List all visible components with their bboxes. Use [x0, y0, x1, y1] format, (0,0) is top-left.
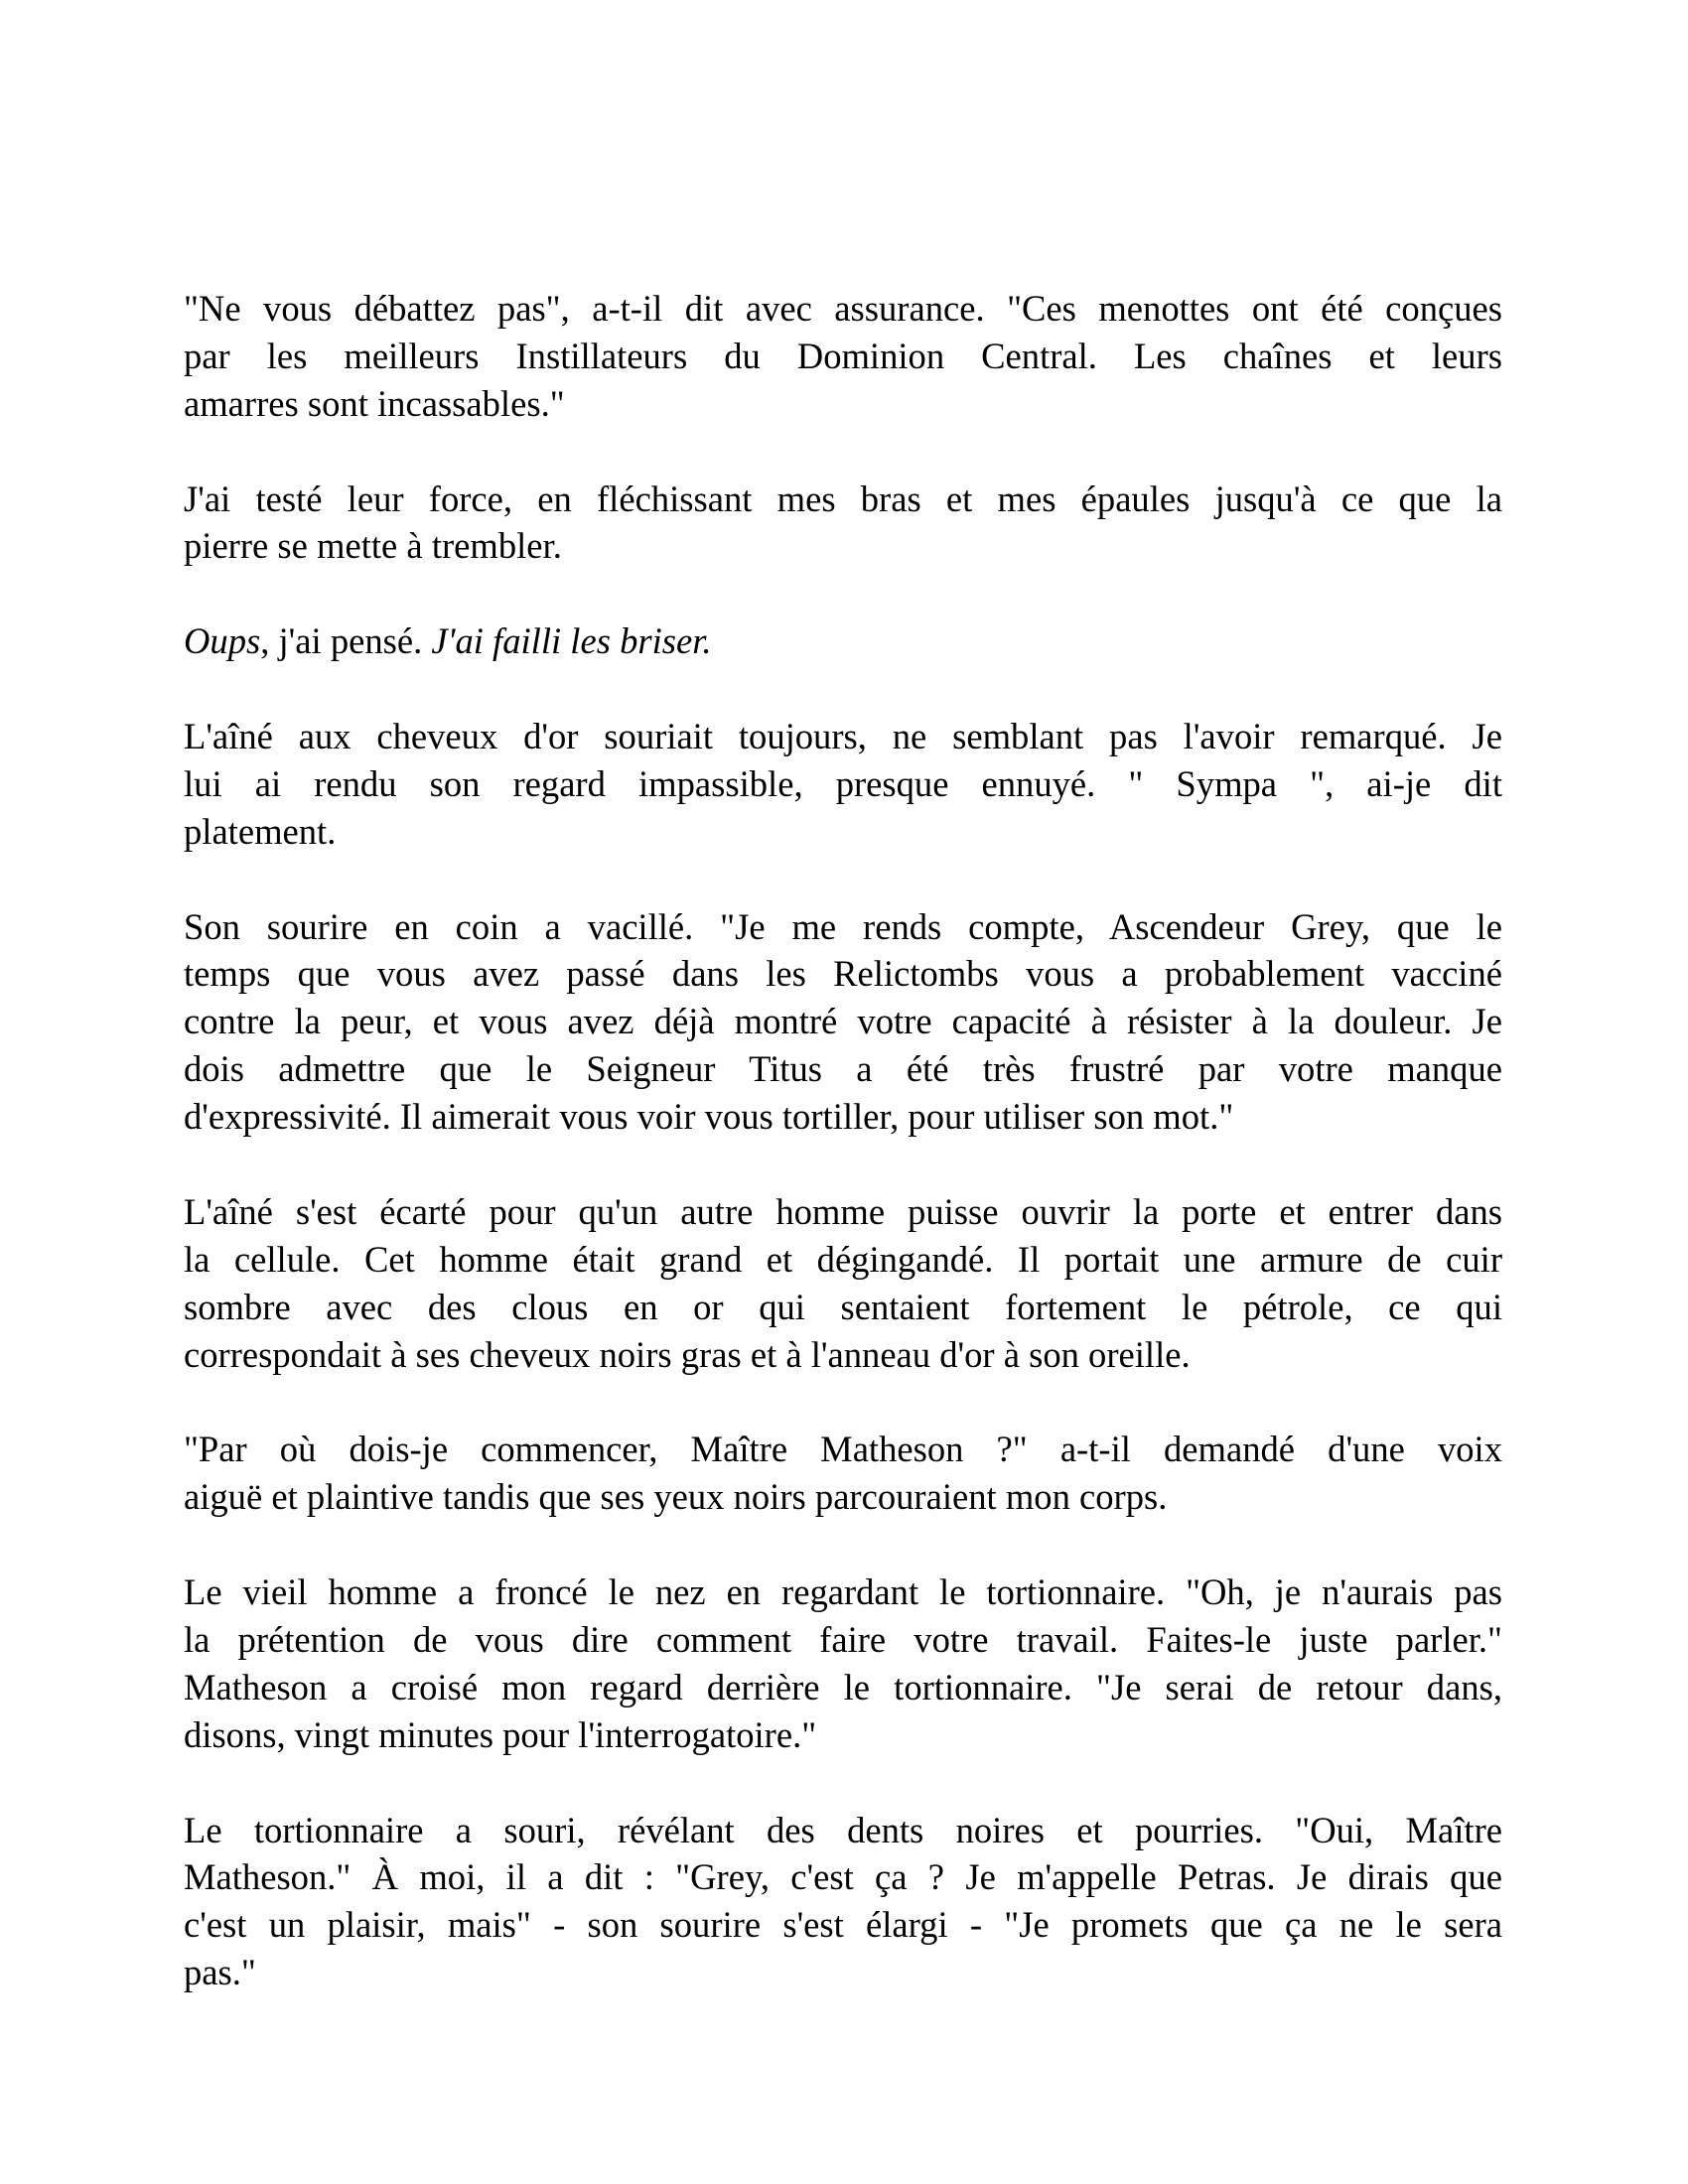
- paragraph-1: [184, 285, 1502, 428]
- text-line: lui ai rendu son regard impassible, presque ennuyé. " Sympa ", ai-je dit: [184, 762, 1502, 804]
- text-line: la cellule. Cet homme était grand et dégingandé. Il portait une armure de cuir: [184, 1238, 1502, 1280]
- text-line: Matheson." À moi, il a dit : "Grey, c'est ça ? Je m'appelle Petras. Je dirais que: [184, 1856, 1502, 1898]
- text-line: correspondait à ses cheveux noirs gras et à l'anneau d'or à son oreille.: [184, 1333, 1191, 1375]
- regular-text: , j'ai pensé.: [260, 620, 432, 662]
- text-line: pas.": [184, 1952, 256, 1993]
- text-line: platement.: [184, 810, 337, 852]
- text-line: amarres sont incassables.": [184, 382, 565, 424]
- text-line: J'ai testé leur force, en fléchissant mes bras et mes épaules jusqu'à ce que la: [184, 478, 1502, 519]
- text-line: "Ne vous débattez pas", a-t-il dit avec assurance. "Ces menottes ont été conçues: [184, 288, 1502, 329]
- text-line: "Par où dois-je commencer, Maître Matheson ?" a-t-il demandé d'une voix: [184, 1429, 1502, 1470]
- text-line: pierre se mette à trembler.: [184, 525, 562, 567]
- text-line: la prétention de vous dire comment faire votre travail. Faites-le juste parler.": [184, 1618, 1502, 1660]
- paragraph-2: [184, 476, 1502, 571]
- text-line: Matheson a croisé mon regard derrière le tortionnaire. "Je serai de retour dans,: [184, 1666, 1502, 1707]
- text-line: c'est un plaisir, mais" - son sourire s'est élargi - "Je promets que ça ne le sera: [184, 1904, 1502, 1946]
- text-line: temps que vous avez passé dans les Relictombs vous a probablement vacciné: [184, 953, 1502, 995]
- text-line: L'aîné s'est écarté pour qu'un autre homme puisse ouvrir la porte et entrer dans: [184, 1190, 1502, 1232]
- paragraph-8: [184, 1569, 1502, 1759]
- text-line: sombre avec des clous en or qui sentaient fortement le pétrole, ce qui: [184, 1286, 1502, 1327]
- paragraph-4: [184, 713, 1502, 856]
- text-line: Le tortionnaire a souri, révélant des dents noires et pourries. "Oui, Maître: [184, 1809, 1502, 1850]
- text-line: Son sourire en coin a vacillé. "Je me rends compte, Ascendeur Grey, que le: [184, 905, 1502, 947]
- paragraph-3: [184, 617, 1502, 665]
- paragraph-9: [184, 1807, 1502, 1997]
- text-line: disons, vingt minutes pour l'interrogatoire.": [184, 1713, 817, 1755]
- text-line: [184, 617, 1502, 665]
- text-line: dois admettre que le Seigneur Titus a été très frustré par votre manque: [184, 1048, 1502, 1090]
- paragraph-7: [184, 1426, 1502, 1521]
- paragraph-6: [184, 1188, 1502, 1379]
- italic-text: Oups: [184, 620, 261, 662]
- text-line: par les meilleurs Instillateurs du Dominion Central. Les chaînes et leurs: [184, 335, 1502, 376]
- italic-text: J'ai failli les briser.: [431, 620, 712, 662]
- paragraph-5: [184, 903, 1502, 1141]
- text-line: L'aîné aux cheveux d'or souriait toujours, ne semblant pas l'avoir remarqué. Je: [184, 716, 1502, 757]
- text-line: aiguë et plaintive tandis que ses yeux noirs parcouraient mon corps.: [184, 1476, 1168, 1518]
- document-page: [184, 285, 1502, 2044]
- text-line: Le vieil homme a froncé le nez en regardant le tortionnaire. "Oh, je n'aurais pas: [184, 1571, 1502, 1613]
- text-line: d'expressivité. Il aimerait vous voir vous tortiller, pour utiliser son mot.": [184, 1096, 1234, 1138]
- text-line: contre la peur, et vous avez déjà montré votre capacité à résister à la douleur. Je: [184, 1001, 1502, 1042]
